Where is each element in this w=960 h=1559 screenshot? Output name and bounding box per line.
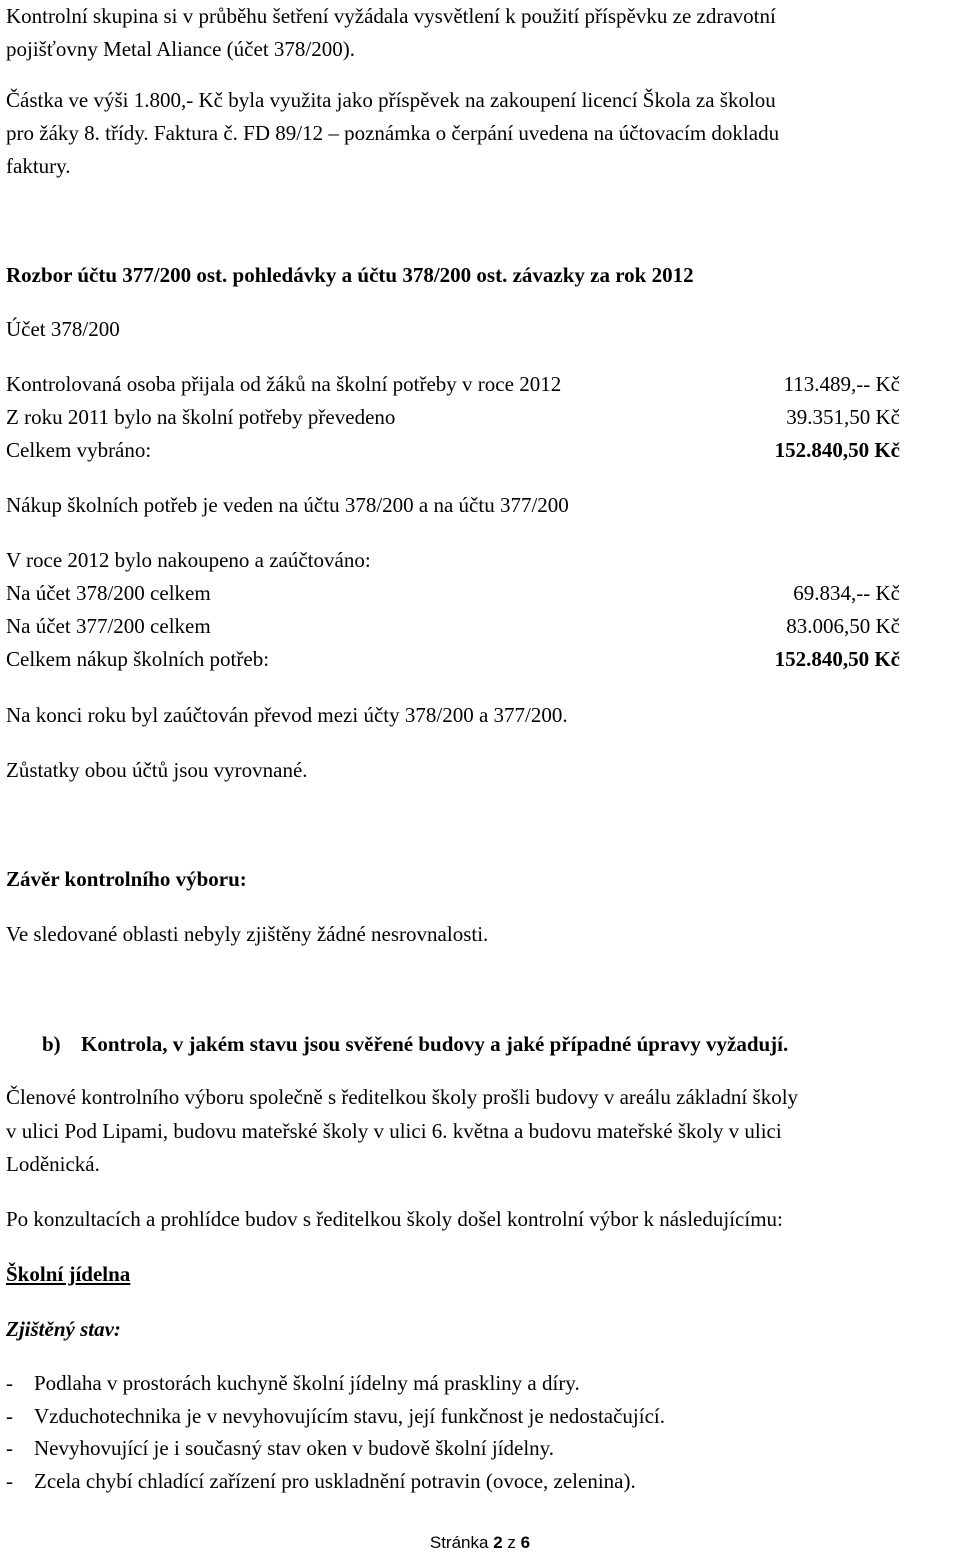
row2-value-2: 152.840,50 Kč — [774, 647, 900, 671]
intro-line-2: pojišťovny Metal Aliance (účet 378/200). — [6, 37, 355, 61]
list-item — [6, 1369, 580, 1397]
row1-value-0: 113.489,-- Kč — [783, 372, 900, 396]
row2-value-1: 83.006,50 Kč — [786, 614, 900, 638]
analysis-heading: Rozbor účtu 377/200 ost. pohledávky a účtu 378/200 ost. závazky za rok 2012 — [6, 263, 694, 287]
footer-page-number: 2 — [493, 1533, 503, 1552]
intro-line-4: pro žáky 8. třídy. Faktura č. FD 89/12 – poznámka o čerpání uvedena na účtovacím dokladu — [6, 121, 780, 145]
row2-label-2: Celkem nákup školních potřeb: — [6, 647, 270, 671]
balance-note: Zůstatky obou účtů jsou vyrovnané. — [6, 758, 308, 782]
conclusion-text: Ve sledované oblasti nebyly zjištěny žádné nesrovnalosti. — [6, 922, 489, 946]
list-item — [6, 1467, 636, 1495]
account-label: Účet 378/200 — [6, 317, 120, 341]
list-item — [6, 1402, 665, 1430]
purchase-note: Nákup školních potřeb je veden na účtu 378/200 a na účtu 377/200 — [6, 493, 569, 517]
transfer-note: Na konci roku byl zaúčtován převod mezi účty 378/200 a 377/200. — [6, 703, 568, 727]
row1-label-0: Kontrolovaná osoba přijala od žáků na školní potřeby v roce 2012 — [6, 372, 562, 396]
footer-total-pages: 6 — [520, 1533, 531, 1552]
row1-label-1: Z roku 2011 bylo na školní potřeby převedeno — [6, 405, 396, 429]
finding-text: Zcela chybí chladící zařízení pro uskladnění potravin (ovoce, zelenina). — [34, 1469, 636, 1493]
finding-text: Vzduchotechnika je v nevyhovujícím stavu, její funkčnost je nedostačující. — [34, 1404, 665, 1428]
section-b-marker: b) — [42, 1032, 61, 1056]
intro-line-5: faktury. — [6, 154, 71, 178]
row2-label-0: Na účet 378/200 celkem — [6, 581, 211, 605]
intro-line-3: Částka ve výši 1.800,- Kč byla využita jako příspěvek na zakoupení licencí Škola za školou — [6, 88, 776, 112]
row2-value-0: 69.834,-- Kč — [793, 581, 900, 605]
section-b-para2: Po konzultacích a prohlídce budov s ředitelkou školy došel kontrolní výbor k následujícímu: — [6, 1207, 783, 1231]
section-b-para1-line1: Členové kontrolního výboru společně s ředitelkou školy prošli budovy v areálu základní školy — [6, 1085, 799, 1109]
bullet-dash: - — [6, 1436, 13, 1460]
state-heading: Zjištěný stav: — [6, 1317, 121, 1341]
footer-sep: z — [507, 1533, 516, 1552]
bullet-dash: - — [6, 1404, 13, 1428]
section-b-heading: Kontrola, v jakém stavu jsou svěřené budovy a jaké případné úpravy vyžadují. — [81, 1032, 789, 1056]
footer-prefix: Stránka — [429, 1533, 489, 1552]
finding-text: Nevyhovující je i současný stav oken v budově školní jídelny. — [34, 1436, 555, 1460]
row1-value-2: 152.840,50 Kč — [774, 438, 900, 462]
row2-label-1: Na účet 377/200 celkem — [6, 614, 211, 638]
page-footer — [0, 1531, 960, 1555]
purchase-intro: V roce 2012 bylo nakoupeno a zaúčtováno: — [6, 548, 371, 572]
section-b-para1-line3: Loděnická. — [6, 1152, 100, 1176]
bullet-dash: - — [6, 1371, 13, 1395]
section-b-para1-line2: v ulici Pod Lipami, budovu mateřské školy v ulici 6. května a budovu mateřské školy v ulici — [6, 1119, 782, 1143]
bullet-dash: - — [6, 1469, 13, 1493]
conclusion-heading: Závěr kontrolního výboru: — [6, 867, 247, 891]
row1-label-2: Celkem vybráno: — [6, 438, 152, 462]
row1-value-1: 39.351,50 Kč — [786, 405, 900, 429]
finding-text: Podlaha v prostorách kuchyně školní jídelny má praskliny a díry. — [34, 1371, 580, 1395]
intro-line-1: Kontrolní skupina si v průběhu šetření vyžádala vysvětlení k použití příspěvku ze zdravotní — [6, 4, 776, 28]
list-item — [6, 1434, 554, 1462]
subheading-school-canteen: Školní jídelna — [6, 1262, 131, 1286]
